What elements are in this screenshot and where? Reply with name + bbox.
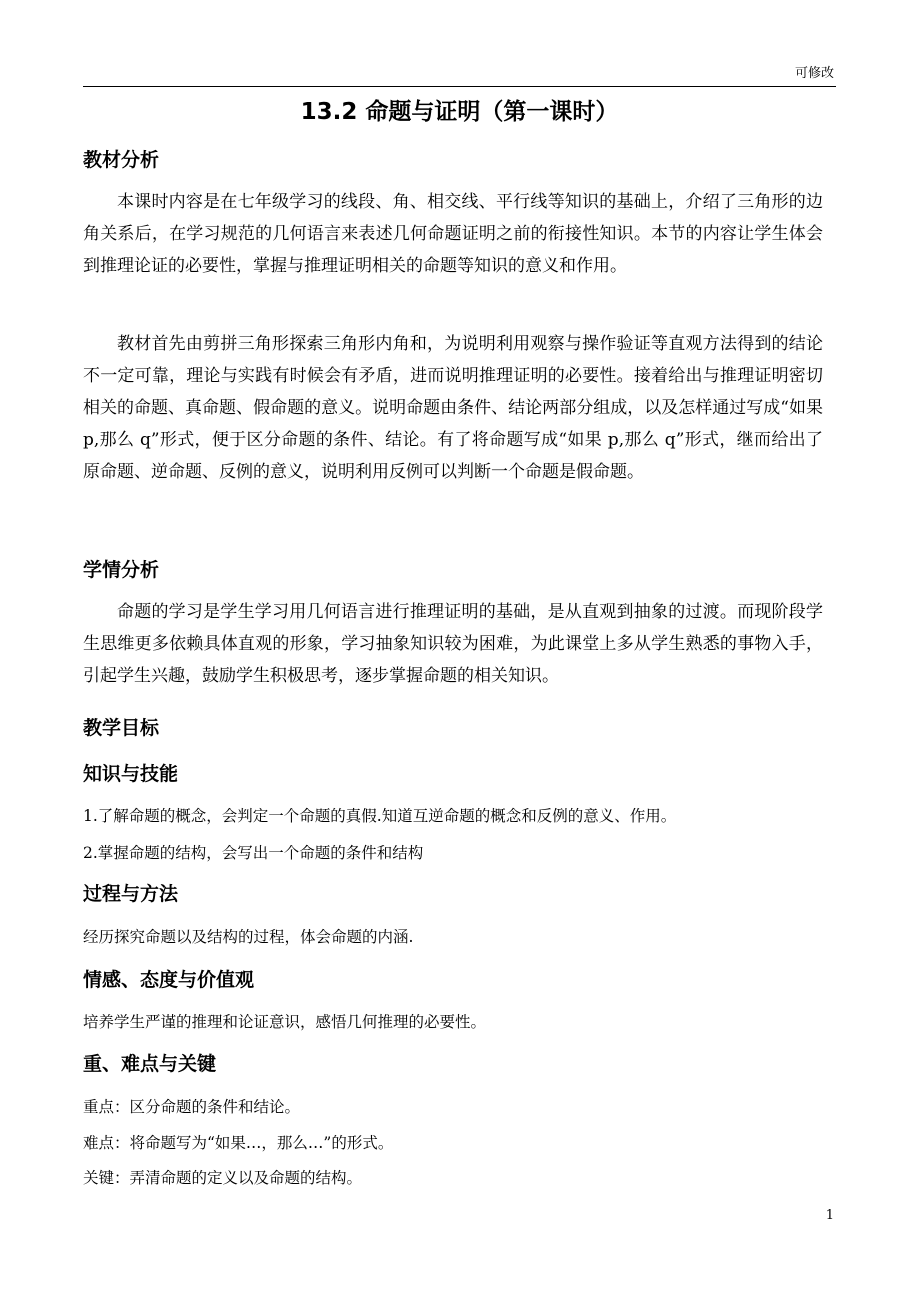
emotion-text: 培养学生严谨的推理和论证意识，感悟几何推理的必要性。 [83, 1013, 487, 1031]
knowledge-item-2: 2.掌握命题的结构，会写出一个命题的条件和结构 [83, 844, 424, 862]
heading-key-points: 重、难点与关键 [83, 1053, 217, 1075]
heading-teaching-goals: 教学目标 [83, 717, 160, 739]
paragraph-learning-analysis: 命题的学习是学生学习用几何语言进行推理证明的基础，是从直观到抽象的过渡。而现阶段学生思维更多依赖具体直观的形象，学习抽象知识较为困难，为此课堂上多从学生熟悉的事物入手，引起学生兴趣，鼓励学生积极思考，逐步掌握命题的相关知识。 [83, 602, 823, 686]
page-title: 13.2 命题与证明（第一课时） [300, 99, 619, 125]
key-point-item-2: 难点：将命题写为“如果…，那么…”的形式。 [83, 1134, 394, 1152]
knowledge-item-1: 1.了解命题的概念，会判定一个命题的真假.知道互逆命题的概念和反例的意义、作用。 [83, 807, 677, 825]
key-point-item-1: 重点：区分命题的条件和结论。 [83, 1098, 301, 1116]
heading-knowledge-skills: 知识与技能 [83, 763, 179, 785]
heading-textbook-analysis: 教材分析 [83, 149, 160, 171]
page-number: 1 [825, 1208, 834, 1223]
process-text: 经历探究命题以及结构的过程，体会命题的内涵. [83, 928, 414, 946]
header-divider [83, 86, 836, 87]
paragraph-textbook-analysis-1: 本课时内容是在七年级学习的线段、角、相交线、平行线等知识的基础上，介绍了三角形的边角关系后，在学习规范的几何语言来表述几何命题证明之前的衔接性知识。本节的内容让学生体会到推理论证的必要性，掌握与推理证明相关的命题等知识的意义和作用。 [83, 192, 823, 276]
heading-emotion-values: 情感、态度与价值观 [83, 969, 255, 991]
key-point-item-3: 关键：弄清命题的定义以及命题的结构。 [83, 1169, 363, 1187]
header-note: 可修改 [794, 66, 834, 81]
paragraph-textbook-analysis-2: 教材首先由剪拼三角形探索三角形内角和，为说明利用观察与操作验证等直观方法得到的结论不一定可靠，理论与实践有时候会有矛盾，进而说明推理证明的必要性。接着给出与推理证明密切相关的命题、真命题、假命题的意义。说明命题由条件、结论两部分组成，以及怎样通过写成“如果 p,那么 q”形式，便于区分命题的条件、结论。有了将命题写成“如果 p,那么 q”形式，继而给出了原命题、逆命题、反例的意义，说明利用反例可以判断一个命题是假命题。 [83, 334, 823, 482]
heading-process-methods: 过程与方法 [83, 883, 179, 905]
heading-learning-analysis: 学情分析 [83, 559, 160, 581]
